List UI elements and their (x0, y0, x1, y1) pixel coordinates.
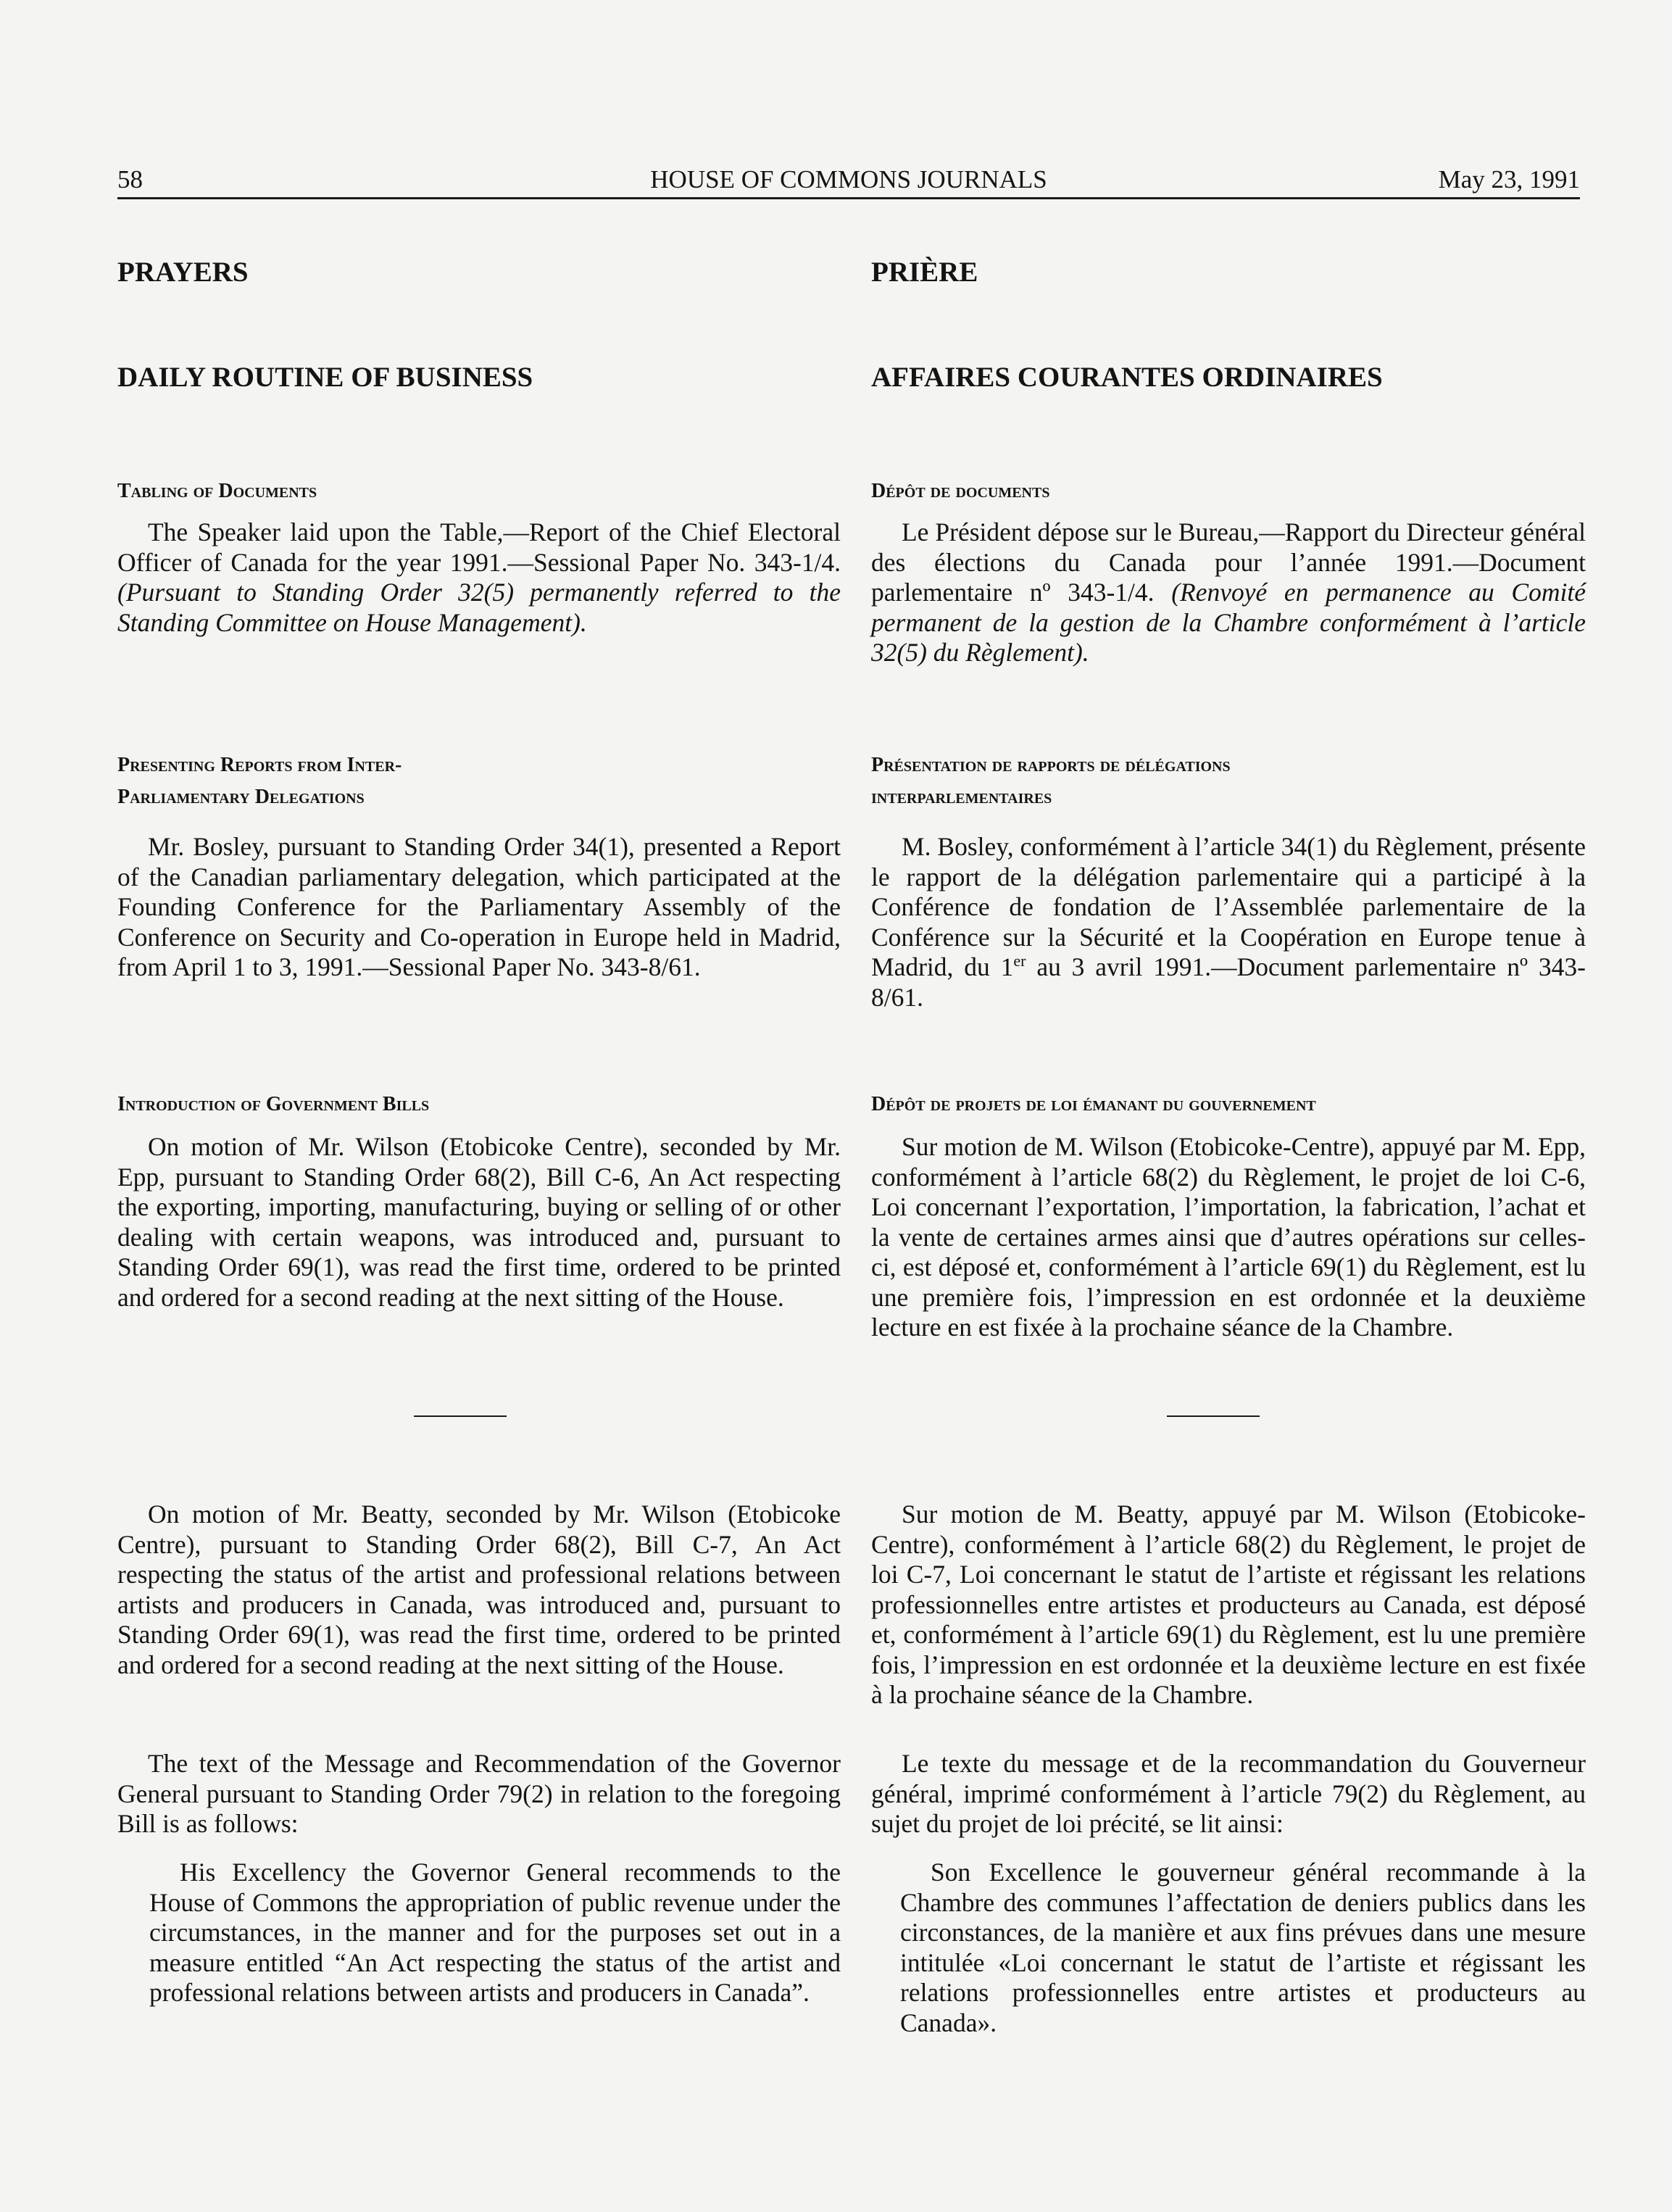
presenting-heading-line2: Parliamentary Delegations (117, 786, 365, 808)
running-head (117, 161, 1580, 199)
presentation-superscript: er (1013, 952, 1026, 970)
message-fr-paragraph: Le texte du message et de la recommandation du Gouverneur général, imprimé conformément à l’article 79(2) du Règlement, au sujet du projet de loi précité, se lit ainsi: (871, 1749, 1586, 1838)
affaires-heading: AFFAIRES COURANTES ORDINAIRES (871, 362, 1383, 393)
presentation-paragraph (871, 832, 1586, 1013)
bill-c7-fr-paragraph: Sur motion de M. Beatty, appuyé par M. Wilson (Etobicoke-Centre), conformément à l’article 68(2) du Règlement, le projet de loi C-7, Loi concernant le statut de l’artiste et régissant les relations professionnelles entre artistes et producteurs au Canada, est déposé et, conformément à l’article 69(1) du Règlement, est lu une première fois, l’impression en est ordonnée et la deuxième lecture en est fixée à la prochaine séance de la Chambre. (871, 1500, 1586, 1709)
prayers-heading: PRAYERS (117, 257, 249, 288)
journal-date: May 23, 1991 (1438, 165, 1580, 194)
presenting-heading-line1: Presenting Reports from Inter- (117, 754, 402, 776)
priere-heading: PRIÈRE (871, 257, 978, 288)
presentation-heading-line1: Présentation de rapports de délégations (871, 754, 1231, 776)
section-divider-fr (1167, 1415, 1260, 1417)
depot-paragraph (871, 517, 1586, 668)
tabling-reference: (Pursuant to Standing Order 32(5) permanently referred to the Standing Committee on House Management). (117, 578, 841, 637)
page-number: 58 (117, 165, 143, 194)
presentation-heading-line2: interparlementaires (871, 786, 1052, 808)
depot-text: Le Président dépose sur le Bureau,—Rapport du Directeur général des élections du Canada pour l’année 1991.—Document parlementaire nº 343-1/4. (871, 517, 1586, 607)
presentation-heading (871, 749, 1231, 813)
message-paragraph: The text of the Message and Recommendation of the Governor General pursuant to Standing Order 79(2) in relation to the foregoing Bill is as follows: (117, 1749, 841, 1838)
tabling-text: The Speaker laid upon the Table,—Report of the Chief Electoral Officer of Canada for the year 1991.—Sessional Paper No. 343-1/4. (117, 517, 841, 577)
presentation-text: M. Bosley, conformément à l’article 34(1) du Règlement, présente le rapport de la délégation parlementaire qui a participé à la Conférence de fondation de l’Assemblée parlementaire de la Conférence sur la Sécurité et la Coopération en Europe tenue à Madrid, du 1 (871, 832, 1586, 981)
bills-heading: Introduction of Government Bills (117, 1093, 430, 1115)
tabling-heading: Tabling of Documents (117, 480, 317, 502)
recommendation-fr-paragraph: Son Excellence le gouverneur général recommande à la Chambre des communes l’affectation de deniers publics dans les circonstances, de la manière et aux fins prévues dans une mesure intitulée «Loi concernant le statut de l’artiste et régissant les relations professionnelles entre artistes et producteurs au Canada». (900, 1858, 1586, 2037)
presentation-text-end: au 3 avril 1991.—Document parlementaire nº 343-8/61. (871, 952, 1586, 1012)
journal-title: HOUSE OF COMMONS JOURNALS (650, 165, 1047, 194)
projets-heading: Dépôt de projets de loi émanant du gouvernement (871, 1093, 1316, 1115)
section-divider (414, 1415, 507, 1417)
depot-heading: Dépôt de documents (871, 480, 1050, 502)
recommendation-paragraph: His Excellency the Governor General recommends to the House of Commons the appropriation of public revenue under the circumstances, in the manner and for the purposes set out in a measure entitled “An Act respecting the status of the artist and professional relations between artists and producers in Canada”. (149, 1858, 841, 2007)
tabling-paragraph (117, 517, 841, 638)
presenting-heading (117, 749, 402, 813)
daily-routine-heading: DAILY ROUTINE OF BUSINESS (117, 362, 533, 393)
bill-c6-fr-paragraph: Sur motion de M. Wilson (Etobicoke-Centre), appuyé par M. Epp, conformément à l’article 68(2) du Règlement, le projet de loi C-6, Loi concernant l’exportation, l’importation, la fabrication, l’achat et la vente de certaines armes ainsi que d’autres opérations sur celles-ci, est déposé et, conformément à l’article 69(1) du Règlement, est lu une première fois, l’impression en est ordonnée et la deuxième lecture en est fixée à la prochaine séance de la Chambre. (871, 1132, 1586, 1342)
bill-c7-paragraph: On motion of Mr. Beatty, seconded by Mr. Wilson (Etobicoke Centre), pursuant to Standing Order 68(2), Bill C-7, An Act respecting the status of the artist and professional relations between artists and producers in Canada, was introduced and, pursuant to Standing Order 69(1), was read the first time, ordered to be printed and ordered for a second reading at the next sitting of the House. (117, 1500, 841, 1679)
bill-c6-paragraph: On motion of Mr. Wilson (Etobicoke Centre), seconded by Mr. Epp, pursuant to Standing Order 68(2), Bill C-6, An Act respecting the exporting, importing, manufacturing, buying or selling of or other dealing with certain weapons, was introduced and, pursuant to Standing Order 69(1), was read the first time, ordered to be printed and ordered for a second reading at the next sitting of the House. (117, 1132, 841, 1312)
depot-reference: (Renvoyé en permanence au Comité permanent de la gestion de la Chambre conformément à l’article 32(5) du Règlement). (871, 578, 1586, 667)
presenting-paragraph: Mr. Bosley, pursuant to Standing Order 34(1), presented a Report of the Canadian parliamentary delegation, which participated at the Founding Conference for the Parliamentary Assembly of the Conference on Security and Co-operation in Europe held in Madrid, from April 1 to 3, 1991.—Sessional Paper No. 343-8/61. (117, 832, 841, 981)
